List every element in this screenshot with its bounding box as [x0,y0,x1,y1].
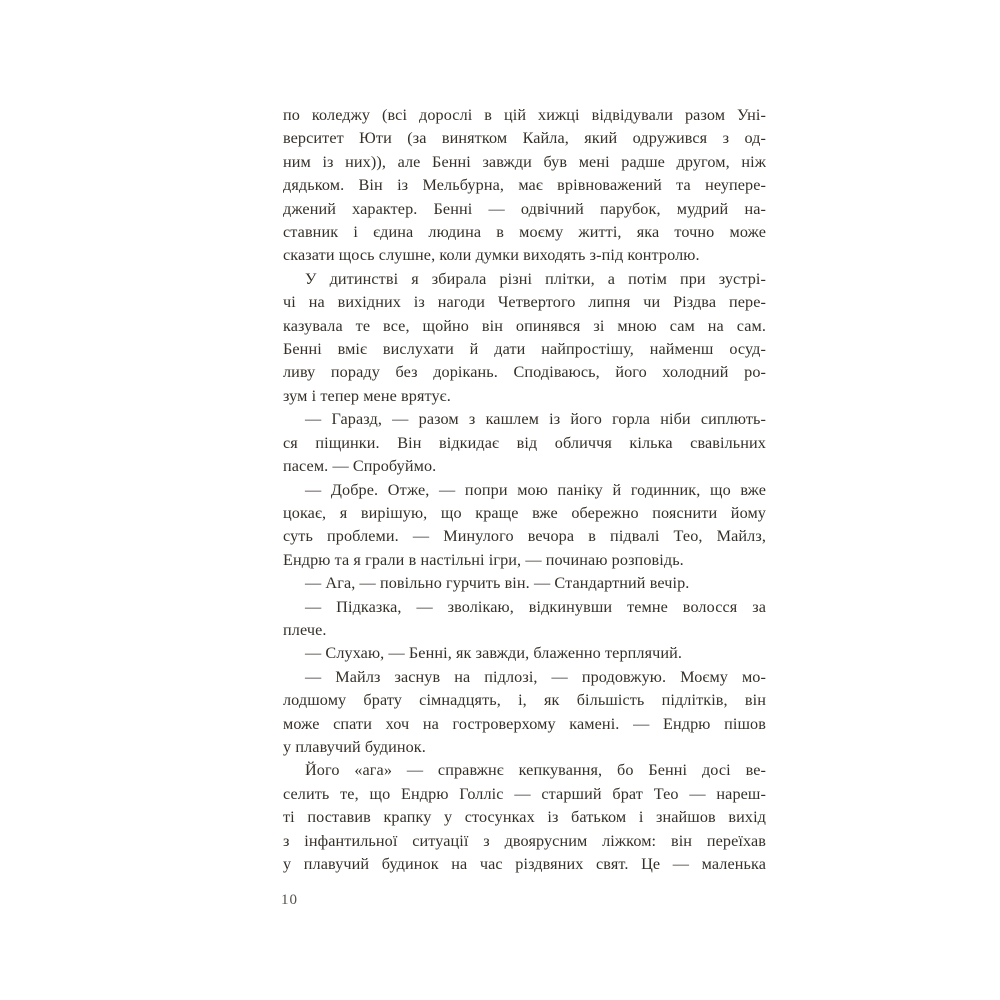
text-line: — Гаразд, — разом з кашлем із його горла ніби сиплють- [305,410,766,429]
paragraph [283,572,766,595]
text-block [283,104,766,876]
text-line: з інфантильної ситуації з двоярусним ліжком: він переїхав [283,831,766,850]
text-line: пасем. — Спробуймо. [283,457,437,476]
text-line: чі на вихідних із нагоди Четвертого липня чи Різдва пере- [283,293,766,312]
text-line: ті поставив крапку у стосунках із батьком і знайшов вихід [283,808,766,827]
paragraph [283,104,766,268]
text-line: дядьком. Він із Мельбурна, має врівноважений та неупере- [283,176,766,195]
text-line: може спати хоч на гостроверхому камені. — Ендрю пішов [283,714,766,733]
text-line: джений характер. Бенні — одвічний парубок, мудрий на- [283,199,766,218]
text-line: зум і тепер мене врятує. [283,386,451,405]
text-line: ливу пораду без дорікань. Сподіваюсь, його холодний ро- [283,363,766,382]
text-line: — Добре. Отже, — попри мою паніку й годинник, що вже [305,480,766,499]
text-line: ставник і єдина людина в моєму житті, яка точно може [283,223,766,242]
text-line: у плавучий будинок. [283,737,426,756]
text-line: ним із них)), але Бенні завжди був мені радше другом, ніж [283,152,766,171]
text-line: Ендрю та я грали в настільні ігри, — починаю розповідь. [283,550,684,569]
text-line: — Слухаю, — Бенні, як завжди, блаженно терплячий. [305,644,683,663]
paragraph [283,479,766,573]
page-number: 10 [281,892,298,908]
text-line: — Майлз заснув на підлозі, — продовжую. Моєму мо- [305,667,766,686]
paragraph [283,408,766,478]
text-line: селить те, що Ендрю Голліс — старший брат Тео — нареш- [283,784,766,803]
text-line: Бенні вміє вислухати й дати найпростішу, найменш осуд- [283,340,766,359]
text-line: цокає, я вирішую, що краще вже обережно пояснити йому [283,503,766,522]
text-line: У дитинстві я збирала різні плітки, а потім при зустрі- [305,269,766,288]
text-line: суть проблеми. — Минулого вечора в підвалі Тео, Майлз, [283,527,766,546]
text-line: по коледжу (всі дорослі в цій хижці відвідували разом Уні- [283,106,766,124]
paragraph [283,759,766,876]
text-line: лодшому брату сімнадцять, і, як більшість підлітків, він [283,691,766,710]
paragraph [283,596,766,643]
text-line: сказати щось слушне, коли думки виходять з-під контролю. [283,246,700,265]
text-line: верситет Юти (за винятком Кайла, який одружився з од- [283,129,766,148]
paragraph [283,268,766,408]
paragraph [283,642,766,665]
paragraph [283,666,766,760]
text-line: у плавучий будинок на час різдвяних свят. Це — маленька [283,855,766,873]
text-line: — Підказка, — зволікаю, відкинувши темне волосся за [305,597,766,616]
text-line: плече. [283,620,327,639]
text-line: казувала те все, щойно він опинявся зі мною сам на сам. [283,316,766,335]
text-line: — Ага, — повільно гурчить він. — Стандартний вечір. [305,574,690,593]
text-line: ся піщинки. Він відкидає від обличчя кілька свавільних [283,433,766,452]
text-line: Його «ага» — справжнє кепкування, бо Бенні досі ве- [305,761,766,780]
